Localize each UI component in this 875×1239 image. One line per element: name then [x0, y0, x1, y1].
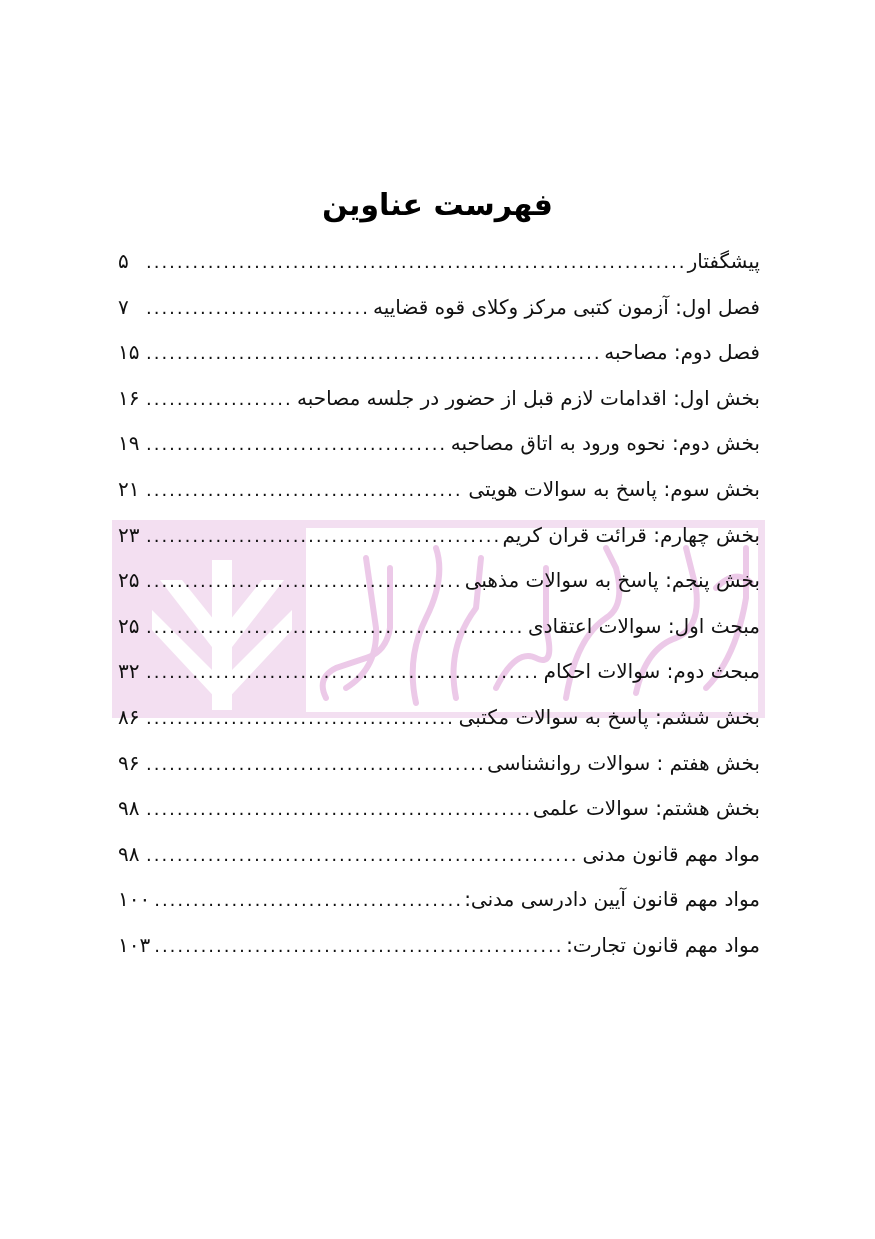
- toc-entry[interactable]: [118, 424, 760, 470]
- toc-entry-title: مبحث اول: سوالات اعتقادی: [527, 613, 760, 638]
- toc-entry-title: فصل دوم: مصاحبه: [604, 340, 760, 365]
- dot-leader: [146, 791, 529, 829]
- toc-entry-page: ۱۰۰: [118, 887, 151, 912]
- toc-entry[interactable]: [118, 333, 760, 379]
- toc-entry[interactable]: [118, 607, 760, 653]
- toc-entry-title: بخش سوم: پاسخ به سوالات هویتی: [468, 476, 760, 501]
- toc-entry-page: ۳۲: [118, 659, 140, 684]
- toc-entry[interactable]: [118, 561, 760, 607]
- dot-leader: [146, 290, 369, 328]
- toc-entry-page: ۲۱: [118, 476, 140, 501]
- toc-entry[interactable]: [118, 652, 760, 698]
- toc-entry[interactable]: [118, 288, 760, 334]
- toc-entry[interactable]: [118, 470, 760, 516]
- toc-entry-title: بخش پنجم: پاسخ به سوالات مذهبی: [464, 568, 760, 593]
- dot-leader: [146, 700, 455, 738]
- toc-entry-title: بخش ششم: پاسخ به سوالات مکتبی: [458, 704, 760, 729]
- dot-leader: [146, 426, 447, 464]
- toc-entry[interactable]: [118, 926, 760, 972]
- dot-leader: [146, 381, 293, 419]
- toc-entry-page: ۵: [118, 249, 129, 273]
- toc-entry[interactable]: [118, 242, 760, 288]
- toc-list: [118, 242, 760, 972]
- toc-entry-page: ۱۶: [118, 385, 140, 410]
- toc-entry-title: بخش اول: اقدامات لازم قبل از حضور در جلسه مصاحبه: [297, 385, 760, 410]
- toc-entry-page: ۹۸: [118, 796, 140, 821]
- dot-leader: [146, 472, 464, 510]
- dot-leader: [146, 518, 499, 556]
- page-title: فهرست عناوین: [322, 188, 553, 223]
- dot-leader: [146, 244, 684, 282]
- toc-entry[interactable]: [118, 789, 760, 835]
- toc-entry-title: بخش دوم: نحوه ورود به اتاق مصاحبه: [450, 431, 760, 456]
- dot-leader: [146, 335, 600, 373]
- dot-leader: [154, 882, 460, 920]
- toc-entry-title: مواد مهم قانون تجارت:: [566, 932, 760, 957]
- toc-entry[interactable]: [118, 744, 760, 790]
- toc-entry[interactable]: [118, 880, 760, 926]
- toc-entry-page: ۸۶: [118, 704, 140, 729]
- dot-leader: [146, 654, 540, 692]
- toc-entry-page: ۹۶: [118, 750, 140, 775]
- toc-entry[interactable]: [118, 379, 760, 425]
- toc-entry-page: ۱۵: [118, 340, 140, 365]
- toc-entry-title: مواد مهم قانون آیین دادرسی مدنی:: [464, 887, 760, 912]
- toc-entry-title: بخش هشتم: سوالات علمی: [532, 796, 760, 821]
- toc-entry[interactable]: [118, 698, 760, 744]
- toc-entry-title: بخش هفتم : سوالات روانشناسی: [487, 750, 760, 775]
- toc-entry[interactable]: [118, 516, 760, 562]
- toc-entry-page: ۲۵: [118, 568, 140, 593]
- toc-entry-page: ۹۸: [118, 841, 140, 866]
- toc-entry-page: ۱۰۳: [118, 932, 151, 957]
- dot-leader: [146, 837, 578, 875]
- toc-entry-title: پیشگفتار: [687, 249, 760, 273]
- toc-entry-page: ۱۹: [118, 431, 140, 456]
- toc-entry-page: ۷: [118, 294, 129, 319]
- toc-entry-page: ۲۳: [118, 522, 140, 547]
- toc-entry-title: فصل اول: آزمون کتبی مرکز وکلای قوه قضاییه: [372, 294, 760, 319]
- toc-entry[interactable]: [118, 835, 760, 881]
- dot-leader: [146, 563, 461, 601]
- dot-leader: [146, 746, 483, 784]
- dot-leader: [146, 609, 524, 647]
- toc-entry-title: مواد مهم قانون مدنی: [582, 841, 760, 866]
- toc-entry-title: مبحث دوم: سوالات احکام: [543, 659, 760, 684]
- toc-entry-page: ۲۵: [118, 613, 140, 638]
- dot-leader: [154, 928, 562, 966]
- toc-entry-title: بخش چهارم: قرائت قران کریم: [502, 522, 760, 547]
